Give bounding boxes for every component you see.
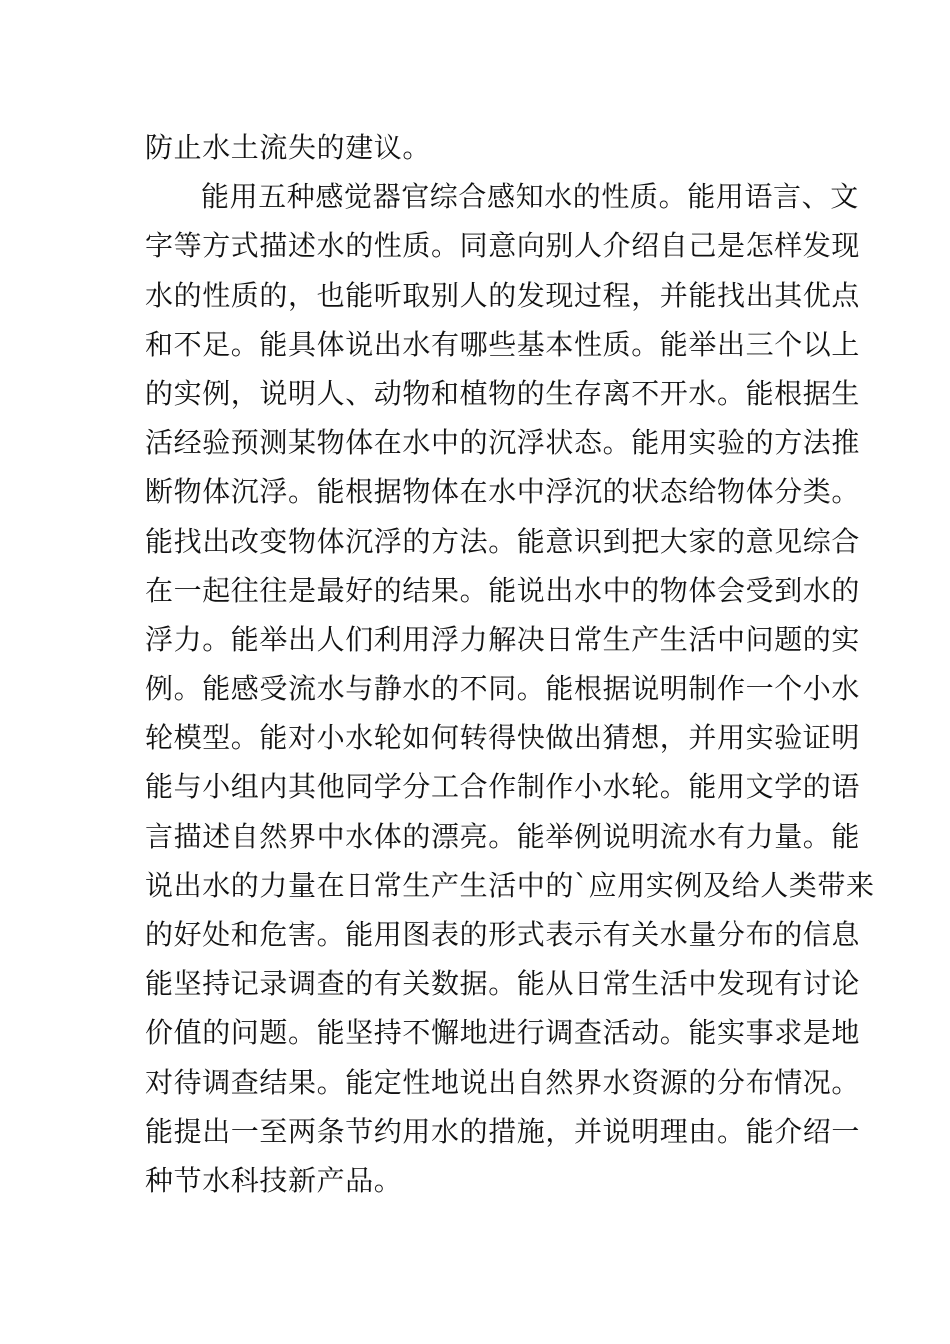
text-line: 活经验预测某物体在水中的沉浮状态。能用实验的方法推	[145, 426, 861, 460]
text-line: 能提出一至两条节约用水的措施，并说明理由。能介绍一	[145, 1114, 861, 1148]
body-text	[145, 123, 875, 1205]
text-line: 水的性质的，也能听取别人的发现过程，并能找出其优点	[145, 278, 861, 312]
text-line: 例。能感受流水与静水的不同。能根据说明制作一个小水	[145, 672, 861, 706]
text-line: 对待调查结果。能定性地说出自然界水资源的分布情况。	[145, 1065, 861, 1099]
text-line: 字等方式描述水的性质。同意向别人介绍自己是怎样发现	[145, 229, 861, 263]
text-line: 的好处和危害。能用图表的形式表示有关水量分布的信息	[145, 918, 861, 951]
text-line: 轮模型。能对小水轮如何转得快做出猜想，并用实验证明	[145, 721, 861, 755]
text-line: 言描述自然界中水体的漂亮。能举例说明流水有力量。能	[145, 819, 861, 853]
text-line: 和不足。能具体说出水有哪些基本性质。能举出三个以上	[145, 327, 861, 361]
text-line: 能找出改变物体沉浮的方法。能意识到把大家的意见综合	[145, 524, 861, 558]
text-line: 防止水土流失的建议。	[145, 131, 432, 164]
text-line: 能与小组内其他同学分工合作制作小水轮。能用文学的语	[145, 770, 861, 804]
text-line: 说出水的力量在日常生产生活中的`应用实例及给人类带来	[145, 868, 875, 902]
text-line: 浮力。能举出人们利用浮力解决日常生产生活中问题的实	[145, 622, 861, 656]
paragraph-first-line: 能用五种感觉器官综合感知水的性质。能用语言、文	[201, 180, 859, 214]
text-line: 种节水科技新产品。	[145, 1163, 403, 1197]
text-line: 能坚持记录调查的有关数据。能从日常生活中发现有讨论	[145, 967, 861, 1001]
text-line: 的实例，说明人、动物和植物的生存离不开水。能根据生	[145, 376, 861, 410]
text-line: 在一起往往是最好的结果。能说出水中的物体会受到水的	[145, 573, 861, 607]
text-line: 价值的问题。能坚持不懈地进行调查活动。能实事求是地	[145, 1016, 861, 1050]
text-line: 断物体沉浮。能根据物体在水中浮沉的状态给物体分类。	[145, 475, 861, 509]
